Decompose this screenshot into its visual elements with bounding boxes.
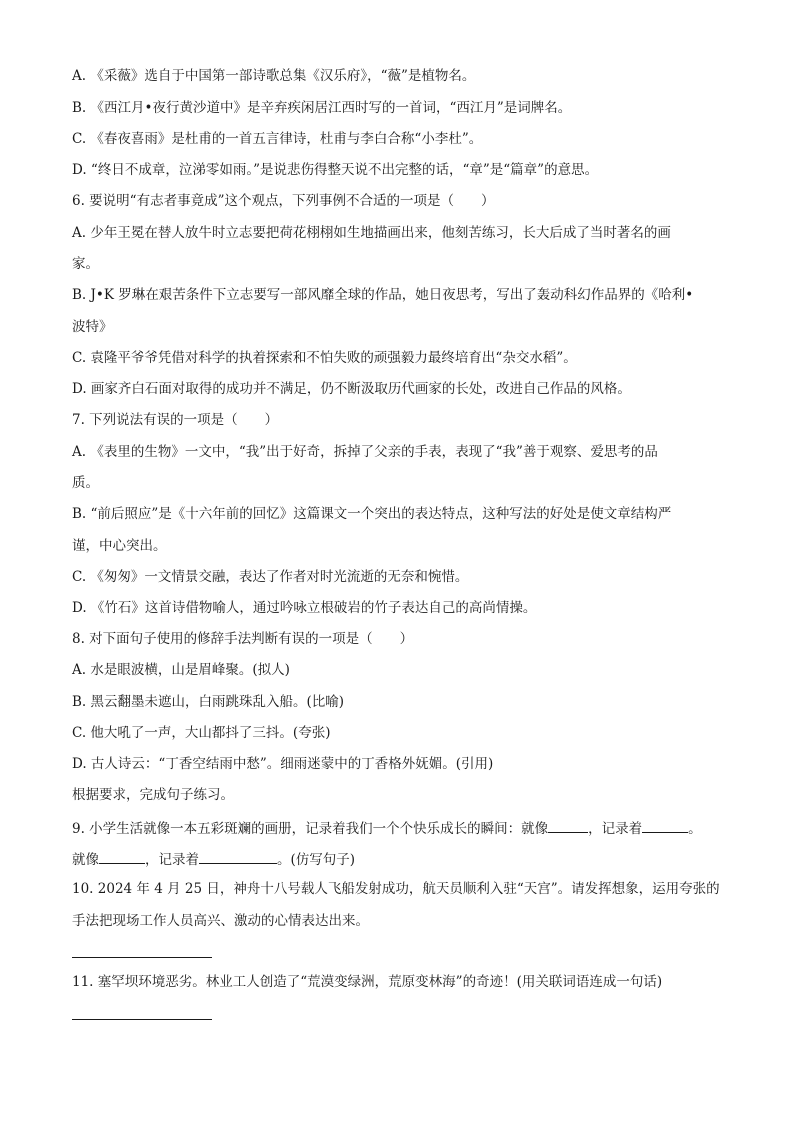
q11-line1: 11. 塞罕坝环境恶劣。林业工人创造了“荒漠变绿洲，荒原变林海”的奇迹！(用关联词语连成一句话) [72,974,663,990]
q9-blank-2[interactable] [642,818,688,833]
q9-blank-3[interactable] [99,849,145,864]
q7-stem: 7. 下列说法有误的一项是（ ） [72,412,279,428]
q9-line2 [72,849,734,869]
q10-answer-line[interactable] [72,957,212,958]
q8-stem: 8. 对下面句子使用的修辞手法判断有误的一项是（ ） [72,631,414,647]
q7-option-d: D. 《竹石》这首诗借物喻人，通过吟咏立根破岩的竹子表达自己的高尚情操。 [72,600,537,616]
q9-line2-text-1: 就像 [72,852,99,868]
q9-line1-text-2: ，记录着 [588,821,643,837]
q7-option-c: C. 《匆匆》一文情景交融，表达了作者对时光流逝的无奈和惋惜。 [72,569,469,585]
q7-option-a-line2: 质。 [72,475,99,491]
q5-option-a: A. 《采薇》选自于中国第一部诗歌总集《汉乐府》，“薇”是植物名。 [72,68,476,84]
q11-answer-line[interactable] [72,1019,212,1020]
q10-line2: 手法把现场工作人员高兴、激动的心情表达出来。 [72,913,369,929]
q6-stem: 6. 要说明“有志者事竟成”这个观点，下列事例不合适的一项是（ ） [72,193,495,209]
q9-blank-4[interactable] [199,849,277,864]
q9-line2-text-3: 。(仿写句子) [277,852,356,868]
q9-line1 [72,818,734,838]
q10-line1: 10. 2024 年 4 月 25 日，神舟十八号载人飞船发射成功，航天员顺利入驻“天宫”。请发挥想象，运用夸张的 [72,881,720,897]
q9-line1-text-3: 。 [688,821,702,837]
q6-option-a-line2: 家。 [72,256,99,272]
q7-option-b-line1: B. “前后照应”是《十六年前的回忆》这篇课文一个突出的表达特点，这种写法的好处是使文章结构严 [72,506,672,522]
q5-option-d: D. “终日不成章，泣涕零如雨。”是说悲伤得整天说不出完整的话，“章”是“篇章”的意思。 [72,162,599,178]
q9-blank-1[interactable] [548,818,588,833]
q9-line2-text-2: ，记录着 [145,852,199,868]
q6-option-b-line1: B. J•K 罗琳在艰苦条件下立志要写一部风靡全球的作品，她日夜思考，写出了轰动科幻作品界的《哈利• [72,287,694,303]
q6-option-c: C. 袁隆平爷爷凭借对科学的执着探索和不怕失败的顽强毅力最终培育出“杂交水稻”。 [72,350,577,366]
section-instruction: 根据要求，完成句子练习。 [72,787,234,803]
q8-option-d: D. 古人诗云：“丁香空结雨中愁”。细雨迷蒙中的丁香格外妩媚。(引用) [72,756,494,772]
q9-line1-text-1: 9. 小学生活就像一本五彩斑斓的画册，记录着我们一个个快乐成长的瞬间：就像 [72,821,549,837]
q6-option-b-line2: 波特》 [72,319,113,335]
q7-option-a-line1: A. 《表里的生物》一文中，“我”出于好奇，拆掉了父亲的手表，表现了“我”善于观察、爱思考的品 [72,444,658,460]
q8-option-b: B. 黑云翻墨未遮山，白雨跳珠乱入船。(比喻) [72,694,345,710]
q7-option-b-line2: 谨，中心突出。 [72,538,167,554]
q5-option-b: B. 《西江月•夜行黄沙道中》是辛弃疾闲居江西时写的一首词，“西江月”是词牌名。 [72,100,572,116]
q8-option-c: C. 他大吼了一声，大山都抖了三抖。(夸张) [72,725,331,741]
q8-option-a: A. 水是眼波横，山是眉峰聚。(拟人) [72,662,290,678]
q6-option-a-line1: A. 少年王冕在替人放牛时立志要把荷花栩栩如生地描画出来，他刻苦练习，长大后成了当时著名的画 [72,225,671,241]
q5-option-c: C. 《春夜喜雨》是杜甫的一首五言律诗，杜甫与李白合称“小李杜”。 [72,131,483,147]
q6-option-d: D. 画家齐白石面对取得的成功并不满足，仍不断汲取历代画家的长处，改进自己作品的风格。 [72,381,631,397]
